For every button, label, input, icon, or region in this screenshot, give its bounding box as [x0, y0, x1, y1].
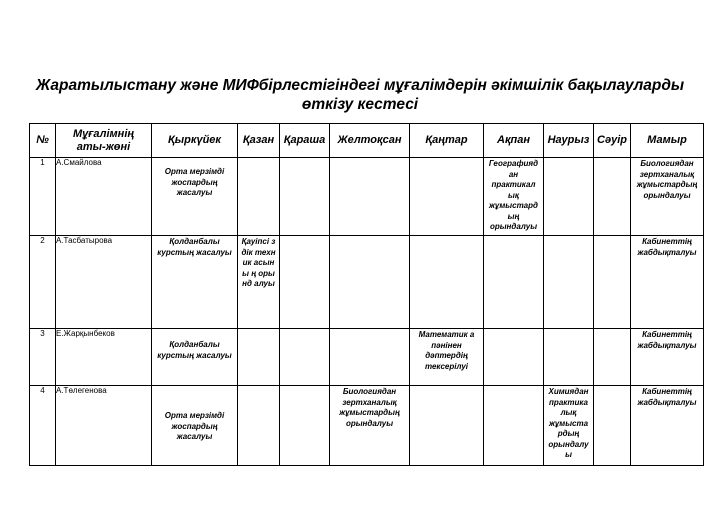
- table-row: [30, 329, 704, 386]
- cell-sep: Орта мерзімді жоспардың жасалуы: [152, 158, 238, 236]
- header-apr: Сәуір: [594, 124, 631, 158]
- cell-dec: [330, 236, 410, 329]
- row-number: 3: [30, 329, 56, 386]
- cell-apr: [594, 158, 631, 236]
- table-row: [30, 386, 704, 466]
- cell-nov: [280, 386, 330, 466]
- cell-sep: Орта мерзімді жоспардың жасалуы: [152, 386, 238, 466]
- header-row: [30, 124, 704, 158]
- cell-oct: [238, 158, 280, 236]
- header-jan: Қаңтар: [410, 124, 484, 158]
- cell-jan: [410, 236, 484, 329]
- cell-may: Кабинеттің жабдықталуы: [631, 236, 704, 329]
- cell-dec: [330, 158, 410, 236]
- page-title-line-1: Жаратылыстану және МИФбірлестігіндегі мұғалімдерін әкімшілік бақылауларды: [35, 77, 685, 94]
- cell-oct: Қауіпсі здік техник асыны ң орынд алуы: [238, 236, 280, 329]
- cell-feb: [484, 329, 544, 386]
- cell-jan: [410, 386, 484, 466]
- row-number: 2: [30, 236, 56, 329]
- header-dec: Желтоқсан: [330, 124, 410, 158]
- cell-nov: [280, 158, 330, 236]
- cell-nov: [280, 329, 330, 386]
- cell-may: Кабинеттің жабдықталуы: [631, 386, 704, 466]
- cell-dec: [330, 329, 410, 386]
- page-title-line-2: өткізу кестесі: [301, 96, 419, 113]
- teacher-name: Е.Жарқынбеков: [56, 329, 152, 386]
- cell-feb: [484, 386, 544, 466]
- table-row: [30, 236, 704, 329]
- header-num: №: [30, 124, 56, 158]
- header-sep: Қыркүйек: [152, 124, 238, 158]
- teacher-name: А.Төлегенова: [56, 386, 152, 466]
- cell-sep: Қолданбалы курстың жасалуы: [152, 236, 238, 329]
- header-mar: Наурыз: [544, 124, 594, 158]
- cell-apr: [594, 236, 631, 329]
- cell-mar: [544, 329, 594, 386]
- header-oct: Қазан: [238, 124, 280, 158]
- cell-jan: [410, 158, 484, 236]
- teacher-name: А.Тасбатырова: [56, 236, 152, 329]
- cell-jan: Математик а пәнінен дәптердің тексерілуі: [410, 329, 484, 386]
- table-row: [30, 158, 704, 236]
- cell-feb: Географияд ан практикал ық жұмыстард ың орындалуы: [484, 158, 544, 236]
- cell-apr: [594, 329, 631, 386]
- header-may: Мамыр: [631, 124, 704, 158]
- teacher-name: А.Смайлова: [56, 158, 152, 236]
- cell-oct: [238, 329, 280, 386]
- cell-sep: Қолданбалы курстың жасалуы: [152, 329, 238, 386]
- cell-may: Кабинеттің жабдықталуы: [631, 329, 704, 386]
- cell-mar: Химиядан практика лық жұмыста рдың орындалу ы: [544, 386, 594, 466]
- cell-apr: [594, 386, 631, 466]
- header-feb: Ақпан: [484, 124, 544, 158]
- row-number: 1: [30, 158, 56, 236]
- cell-dec: Биологиядан зертханалық жұмыстардың орындалуы: [330, 386, 410, 466]
- cell-mar: [544, 158, 594, 236]
- header-nov: Қараша: [280, 124, 330, 158]
- cell-may: Биологиядан зертханалық жұмыстардың орындалуы: [631, 158, 704, 236]
- cell-mar: [544, 236, 594, 329]
- cell-feb: [484, 236, 544, 329]
- header-teacher: Мұғалімнің аты-жөні: [56, 124, 152, 158]
- cell-nov: [280, 236, 330, 329]
- row-number: 4: [30, 386, 56, 466]
- cell-oct: [238, 386, 280, 466]
- schedule-table: [29, 123, 704, 466]
